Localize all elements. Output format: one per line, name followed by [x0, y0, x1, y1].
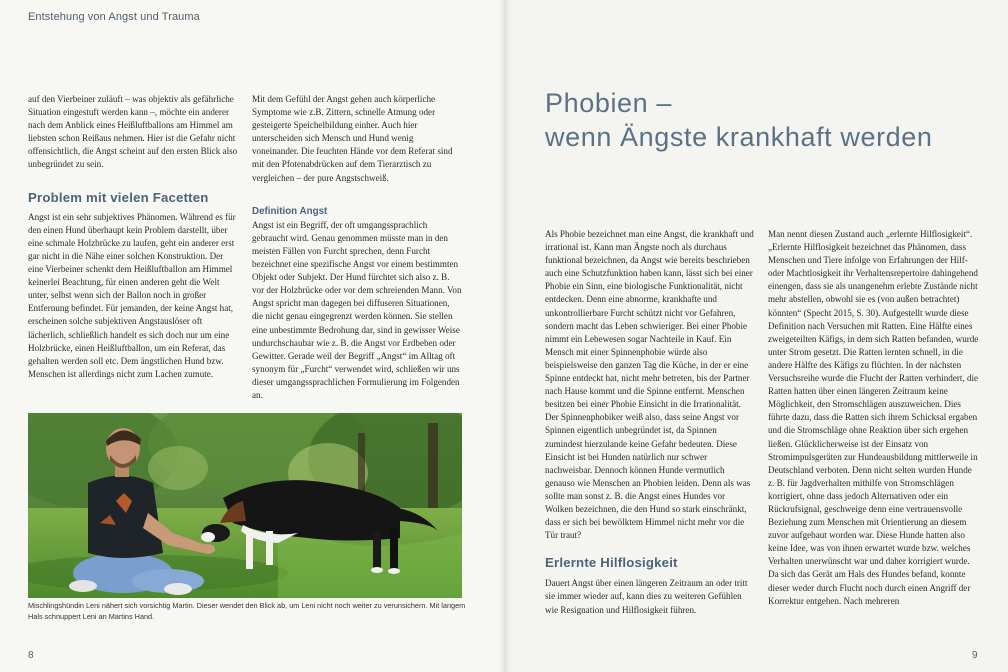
photo-caption: Mischlingshündin Leni nähert sich vorsichtig Martin. Dieser wendet den Blick ab, um Leni nicht noch weiter zu verunsichern. Mit langem Hals schnuppert Leni an Martins Hand.: [28, 601, 466, 621]
subsection-heading: Definition Angst: [252, 205, 328, 217]
running-head: Entstehung von Angst und Trauma: [28, 11, 200, 23]
page-number-right: 9: [972, 650, 978, 661]
paragraph: Angst ist ein Begriff, der oft umgangssprachlich gebraucht wird. Genau genommen müsste man in den meisten Fällen von Furcht sprechen, denn Furcht bezeichnet eine spezifische Angst vor einem bestimmten Objekt oder Subjekt. Der Hund fürchtet sich also z. B. vor der Holzbrücke oder vor dem schreienden Mann. Von Angst spricht man dagegen bei diffuseren Situationen, die nicht genau eingegrenzt werden können. Sie stellen eine unbestimmte Bedrohung dar, sind in gewisser Weise undurchschaubar wie z. B. die Angst vor Erdbeben oder Gewitter. Gerade weil der Begriff „Angst“ im Alltag oft synonym für „Furcht“ verwendet wird, schließen wir uns dieser umgangssprachlichen Formulierung im Folgenden an.: [252, 219, 462, 400]
chapter-title-line-2: wenn Ängste krankhaft werden: [545, 122, 933, 152]
paragraph: Man nennt diesen Zustand auch „erlernte Hilflosigkeit“. „Erlernte Hilflosigkeit bezeichnet das Phänomen, dass Menschen und Tiere infolge von Erfahrungen der Hilf- oder Machtlosigkeit ihr Verhaltensrepertoire dahingehend einengen, dass sie als unangenehm erlebte Zustände nicht mehr abstellen, obwohl sie es (von außen betrachtet) könnten“ (Specht 2015, S. 30). Aufgestellt wurde diese Definition nach Versuchen mit Ratten. Eine Hälfte eines zweigeteilten Käfigs, in dem sich Ratten befanden, wurde unter Strom gesetzt. Die Ratten lernten schnell, in die andere Hälfte des Käfigs zu flüchten. In der nächsten Versuchsreihe wurde die Flucht der Ratten verhindert, die Ratten hatten über einen längeren Zeitraum keine Möglichkeit, den Stromschlägen auszuweichen. Dies führte dazu, dass die Ratten sich ihrem Schicksal ergaben und die Stromschläge ohne Reaktion über sich ergehen ließen. Glücklicherweise ist der Einsatz von Stromimpulsgeräten zur Hundeausbildung mittlerweile in Deutschland verboten. Denn nicht selten wurden Hunde z. B. für Jagdverhalten mithilfe von Stromschlägen korrigiert, ohne dass jedoch Alternativen oder ein Rückrufsignal, geschweige denn eine vertrauensvolle Beziehung zum Menschen mit Orientierung an diesem zuvor aufgebaut worden war. Diese Hunde hatten also keine Idee, was von ihnen erwartet wurde bzw. welches Verhalten unerwünscht war und daher korrigiert wurde. Da sich das Gerät am Hals des Hundes befand, konnte dieser weder durch Flucht noch durch einen Angriff der Korrektur entgehen. Nach mehreren: [768, 229, 979, 606]
chapter-title: [545, 86, 933, 154]
paragraph: Als Phobie bezeichnet man eine Angst, die krankhaft und irrational ist. Kann man Ängste noch als durchaus funktional bezeichnen, da Angst wie bereits beschrieben auch eine Schutzfunktion haben kann, lässt sich bei einer Phobie ein Sinn, eine biologische Funktionalität, nicht entdecken. Denn eine abnorme, krankhafte und unkontrollierbare Furcht schützt nicht vor Gefahren, sondern macht das Leben schwieriger. Bei einer Phobie nimmt ein Lebewesen sogar Nachteile in Kauf. Ein Mensch mit einer Spinnenphobie würde also beispielsweise den ganzen Tag die Küche, in der er eine Spinne entdeckt hat, nicht mehr betreten, bis der Partner nach Hause kommt und die Spinne entfernt. Menschen besitzen bei einer Phobie Einsicht in die Irrationalität. Der Spinnenphobiker weiß also, dass seine Angst vor Spinnen eigentlich unbegründet ist, da Spinnen zumindest hierzulande keine Gefahr bedeuten. Diese Einsicht ist bei Hunden natürlich nur schwer nachweisbar. Dennoch können Hunde vermutlich genauso wie Menschen an Phobien leiden. Denn als was sollte man sonst z. B. die Angst eines Hundes vor Wolken bezeichnen, die den Hund so stark einschränkt, dass er sich bei bewölktem Himmel nicht mehr vor die Tür traut?: [545, 229, 754, 541]
book-gutter: [498, 0, 512, 672]
paragraph: Dauert Angst über einen längeren Zeitraum an oder tritt sie immer wieder auf, kann dies zu weiteren Gefühlen wie Resignation und Hilflosigkeit führen.: [545, 578, 748, 615]
left-column-1: [28, 93, 238, 381]
chapter-title-line-1: Phobien –: [545, 88, 673, 118]
paragraph: Mit dem Gefühl der Angst gehen auch körperliche Symptome wie z.B. Zittern, schnelle Atmung oder gesteigerte Speichelbildung einher. Auch hier unterscheiden sich Mensch und Hund wenig voneinander. Die feuchten Hände vor dem Referat sind mit den Pfotenabdrücken auf dem Tierarztisch zu vergleichen – der pure Angstschweiß.: [252, 94, 453, 183]
page-number-left: 8: [28, 650, 34, 661]
section-heading: Problem mit vielen Facetten: [28, 189, 209, 205]
section-heading: Erlernte Hilflosigkeit: [545, 555, 678, 571]
left-column-2: [252, 93, 462, 402]
right-column-2: [768, 228, 980, 608]
right-column-1: [545, 228, 755, 617]
photo-man-and-dog: [28, 413, 462, 598]
paragraph: Angst ist ein sehr subjektives Phänomen. Während es für den einen Hund überhaupt kein Problem darstellt, über eine schmale Holzbrücke zu laufen, geht ein anderer erst gar nicht in die Nähe einer solchen Konstruktion. Der eine Vierbeiner schenkt dem Heißluftballon am Himmel keinerlei Beachtung, für einen anderen geht die Welt unter, selbst wenn sich der Ballon noch in großer Entfernung befindet. Für jemanden, der keine Angst hat, erscheinen solche subjektiven Angstauslöser oft lächerlich, schließlich handelt es sich doch nur um eine Holzbrücke, einen Heißluftballon, um ein Referat, das gehalten werden soll etc. Dem ängstlichen Hund bzw. Menschen ist allerdings nicht zum Lachen zumute.: [28, 211, 236, 379]
paragraph: auf den Vierbeiner zuläuft – was objektiv als gefährliche Situation eingestuft werden kann –, möchte ein anderer nach dem Anblick eines Heißluftballons am Himmel am liebsten schon Reißaus nehmen. Hier ist die Gefahr nicht offensichtlich, die Angst scheint auf den ersten Blick also unbegründet zu sein.: [28, 94, 238, 170]
